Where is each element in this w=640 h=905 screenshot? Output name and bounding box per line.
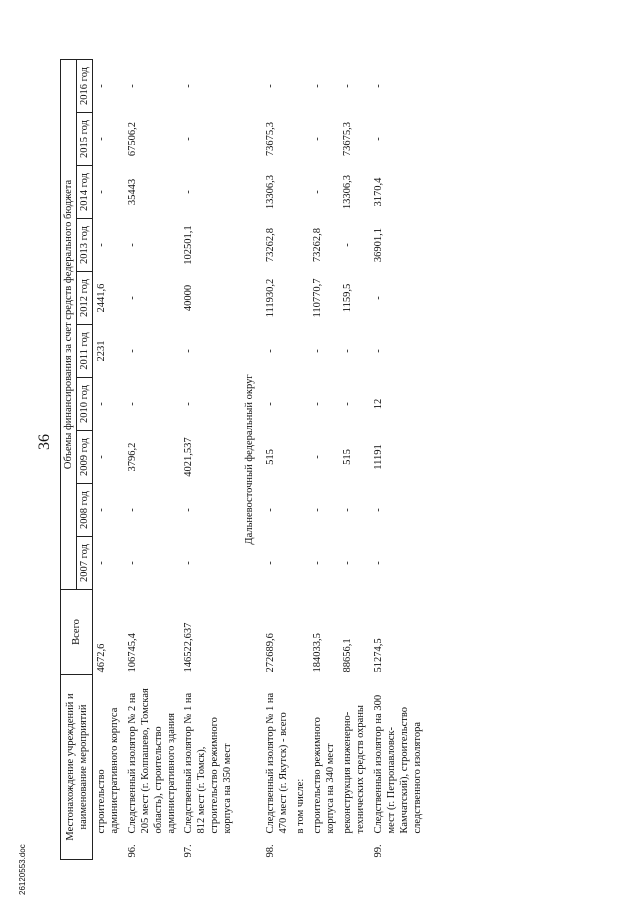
year-value-cell: 110770,7 <box>312 278 323 318</box>
rotated-table-wrapper <box>60 60 580 860</box>
year-value-cell: - <box>264 402 276 406</box>
year-value-cell: 73675,3 <box>342 121 354 157</box>
row-total: 184033,5 <box>312 633 323 673</box>
header-row-1 <box>61 59 77 859</box>
year-value-cell: - <box>183 561 194 565</box>
year-value-cell: - <box>342 84 354 88</box>
year-value-cell: - <box>183 190 194 194</box>
region-row <box>237 59 262 859</box>
row-title: строительство режимного корпуса на 340 мест <box>312 717 337 834</box>
table-row <box>124 59 181 859</box>
row-number: 99. <box>372 844 384 858</box>
year-value-cell: - <box>126 508 138 512</box>
page-number: 36 <box>36 434 53 450</box>
year-value-cell <box>292 59 309 112</box>
year-value-cell: - <box>96 190 108 194</box>
year-value-cell: - <box>342 243 354 247</box>
year-value-cell: 35443 <box>126 178 138 206</box>
table-row <box>370 59 427 859</box>
year-value-cell: 36901,1 <box>372 227 384 263</box>
row-number: 96. <box>126 844 138 858</box>
year-header-3: 2010 год <box>77 378 93 431</box>
year-value-cell: 2441,6 <box>96 283 108 313</box>
year-value-cell: 515 <box>342 449 354 465</box>
year-value-cell: - <box>312 349 323 353</box>
year-value-cell: 73262,8 <box>264 227 276 263</box>
table-body <box>93 59 426 859</box>
year-value-cell: - <box>312 508 323 512</box>
table-row <box>180 59 237 859</box>
year-value-cell <box>292 272 309 325</box>
year-value-cell: 2231 <box>96 340 108 362</box>
year-value-cell: - <box>96 402 108 406</box>
year-value-cell: - <box>126 402 138 406</box>
year-value-cell: 1159,5 <box>342 283 354 313</box>
year-value-cell: - <box>312 190 323 194</box>
year-value-cell: 515 <box>264 449 276 465</box>
row-name-cell <box>292 675 309 860</box>
year-value-cell: - <box>183 508 194 512</box>
row-name-cell <box>370 675 427 860</box>
row-name-cell <box>180 675 237 860</box>
row-title: Следственный изолятор № 2 на 205 мест (г. Колпашево, Томская область), строительство административного здания <box>126 688 177 834</box>
year-value-cell: - <box>96 137 108 141</box>
year-value-cell: - <box>342 508 354 512</box>
year-value-cell: 3796,2 <box>126 442 138 472</box>
year-value-cell: - <box>372 508 384 512</box>
year-value-cell <box>292 537 309 590</box>
year-value-cell: 13306,3 <box>264 174 276 210</box>
year-value-cell: - <box>183 349 194 353</box>
row-total: 4672,6 <box>96 643 108 673</box>
year-value-cell <box>292 484 309 537</box>
year-header-6: 2013 год <box>77 219 93 272</box>
region-label: Дальневосточный федеральный округ <box>243 374 255 545</box>
year-value-cell: - <box>372 137 384 141</box>
row-number: 97. <box>183 844 194 858</box>
year-header-9: 2016 год <box>77 59 93 112</box>
year-value-cell: 11191 <box>372 444 384 470</box>
table-row <box>339 59 369 859</box>
row-title: Следственный изолятор № 1 на 812 мест (г. Томск), строительство режимного корпуса на 350 мест <box>183 692 234 834</box>
year-value-cell: - <box>96 243 108 247</box>
row-total: 51274,5 <box>372 638 384 673</box>
row-name-cell <box>339 675 369 860</box>
row-total: 272689,6 <box>264 633 276 673</box>
year-value-cell: - <box>372 561 384 565</box>
year-value-cell: - <box>264 508 276 512</box>
table-row <box>93 59 124 859</box>
year-value-cell: - <box>312 84 323 88</box>
year-value-cell: - <box>312 561 323 565</box>
year-header-8: 2015 год <box>77 113 93 166</box>
row-total <box>292 590 309 675</box>
year-value-cell: - <box>312 402 323 406</box>
year-value-cell: 12 <box>372 398 384 410</box>
year-value-cell: - <box>372 84 384 88</box>
year-value-cell <box>292 325 309 378</box>
year-value-cell: - <box>126 243 138 247</box>
row-name-cell <box>309 675 339 860</box>
year-value-cell: - <box>96 561 108 565</box>
year-value-cell: - <box>264 84 276 88</box>
row-name-cell <box>93 675 124 860</box>
year-value-cell <box>292 378 309 431</box>
year-value-cell: - <box>264 349 276 353</box>
doc-file-name: 26120553.doc <box>18 844 27 895</box>
year-header-4: 2011 год <box>77 325 93 378</box>
year-value-cell: 3170,4 <box>372 177 384 207</box>
year-value-cell: - <box>342 402 354 406</box>
row-total: 146522,637 <box>183 622 194 673</box>
year-value-cell <box>292 166 309 219</box>
table-row <box>262 59 292 859</box>
year-value-cell: 102501,1 <box>183 225 194 265</box>
year-value-cell: - <box>264 561 276 565</box>
year-header-7: 2014 год <box>77 166 93 219</box>
year-value-cell: - <box>183 84 194 88</box>
row-title: Следственный изолятор № 1 на 470 мест (г. Якутск) - всего <box>264 692 289 834</box>
total-column-header: Всего <box>61 590 93 675</box>
year-value-cell: - <box>96 508 108 512</box>
table-row <box>292 59 309 859</box>
row-total: 106745,4 <box>126 633 138 673</box>
row-total: 88656,1 <box>342 638 354 673</box>
year-value-cell: - <box>312 455 323 459</box>
funding-table <box>60 59 426 860</box>
year-header-2: 2009 год <box>77 431 93 484</box>
year-value-cell: 13306,3 <box>342 174 354 210</box>
year-value-cell <box>292 431 309 484</box>
year-value-cell <box>292 219 309 272</box>
row-number: 98. <box>264 844 276 858</box>
year-header-1: 2008 год <box>77 484 93 537</box>
year-header-5: 2012 год <box>77 272 93 325</box>
year-value-cell: 4021,537 <box>183 437 194 477</box>
year-value-cell: - <box>312 137 323 141</box>
year-value-cell: - <box>342 561 354 565</box>
year-value-cell: - <box>372 349 384 353</box>
year-value-cell <box>292 113 309 166</box>
year-value-cell: - <box>372 296 384 300</box>
row-name-cell <box>262 675 292 860</box>
year-value-cell: 40000 <box>183 284 194 312</box>
year-value-cell: 73262,8 <box>312 227 323 263</box>
year-value-cell: - <box>96 84 108 88</box>
row-title: в том числе: <box>294 778 306 834</box>
row-title: строительство административного корпуса <box>96 707 121 834</box>
year-value-cell: - <box>183 137 194 141</box>
year-value-cell: - <box>126 296 138 300</box>
year-value-cell: 67506,2 <box>126 121 138 157</box>
year-value-cell: - <box>342 349 354 353</box>
year-header-0: 2007 год <box>77 537 93 590</box>
year-value-cell: - <box>183 402 194 406</box>
name-column-header: Местонахождение учреждений и наименование мероприятий <box>61 675 93 860</box>
table-row <box>309 59 339 859</box>
year-value-cell: - <box>126 349 138 353</box>
year-value-cell: - <box>126 561 138 565</box>
row-title: Следственный изолятор на 300 мест (г. Петропавловск-Камчатский), строительство следственного изолятора <box>372 694 423 834</box>
funding-group-header: Объемы финансирования за счет средств федерального бюджета <box>61 59 77 589</box>
year-value-cell: - <box>126 84 138 88</box>
year-value-cell: - <box>96 455 108 459</box>
row-name-cell <box>124 675 181 860</box>
row-title: реконструкция инженерно-технических средств охраны <box>342 705 367 834</box>
year-value-cell: 73675,3 <box>264 121 276 157</box>
year-value-cell: 111930,2 <box>264 278 276 318</box>
